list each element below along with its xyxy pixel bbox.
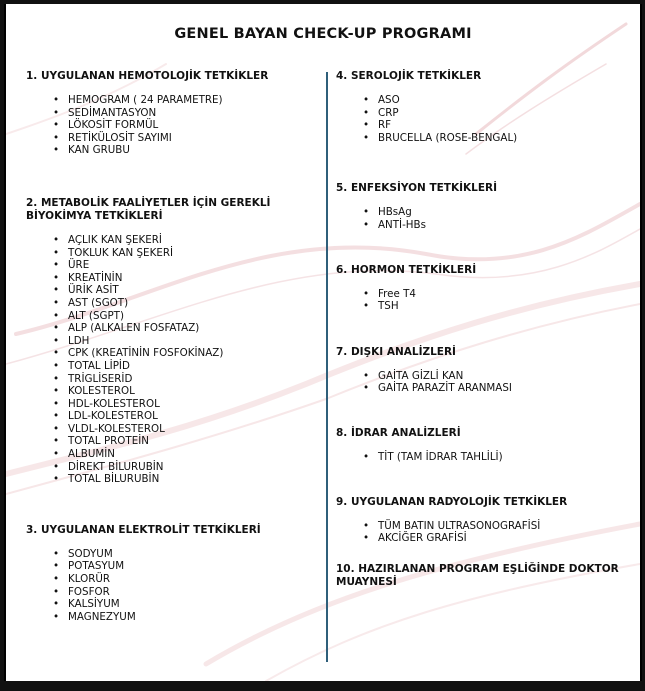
test-list (336, 451, 636, 464)
list-item: • HDL-KOLESTEROL (68, 398, 318, 411)
list-item: • HBsAg (378, 206, 636, 219)
list-item: • GAİTA PARAZİT ARANMASI (378, 382, 636, 395)
section-heading: 3. UYGULANAN ELEKTROLİT TETKİKLERİ (26, 523, 261, 536)
test-list (336, 206, 636, 231)
section-heading: 5. ENFEKSİYON TETKİKLERİ (336, 182, 497, 195)
test-list (336, 288, 636, 313)
section-stool (336, 346, 636, 395)
section-urine (336, 427, 636, 464)
test-list (26, 94, 318, 157)
list-item: • SEDİMANTASYON (68, 107, 318, 120)
section-heading: 7. DIŞKI ANALİZLERİ (336, 345, 456, 358)
list-item: • DİREKT BİLURUBİN (68, 461, 318, 474)
test-list (336, 370, 636, 395)
list-item: • KALSİYUM (68, 598, 318, 611)
section-infection (336, 182, 636, 231)
section-radiology (336, 496, 636, 545)
section-electrolytes (26, 524, 318, 624)
section-hormone (336, 264, 636, 313)
list-item: • ÜRİK ASİT (68, 284, 318, 297)
list-item: • AST (SGOT) (68, 297, 318, 310)
list-item: • ASO (378, 94, 636, 107)
test-list (26, 548, 318, 624)
list-item: • SODYUM (68, 548, 318, 561)
list-item: • LÖKOSİT FORMÜL (68, 119, 318, 132)
section-serology (336, 70, 636, 144)
list-item: • TOTAL PROTEİN (68, 435, 318, 448)
list-item: • ÜRE (68, 259, 318, 272)
test-list (26, 234, 318, 486)
list-item: • POTASYUM (68, 560, 318, 573)
list-item: • TRİGLİSERİD (68, 373, 318, 386)
section-hematology (26, 70, 318, 157)
section-biochemistry (26, 197, 318, 486)
list-item: • KREATİNİN (68, 272, 318, 285)
section-doctor-exam (336, 563, 636, 589)
list-item: • LDL-KOLESTEROL (68, 410, 318, 423)
list-item: • ALT (SGPT) (68, 310, 318, 323)
section-heading: 10. HAZIRLANAN PROGRAM EŞLİĞİNDE DOKTOR MUAYNESİ (336, 562, 619, 588)
document-page (4, 4, 642, 681)
section-heading: 8. İDRAR ANALİZLERİ (336, 426, 461, 439)
list-item: • TOKLUK KAN ŞEKERİ (68, 247, 318, 260)
list-item: • ALP (ALKALEN FOSFATAZ) (68, 322, 318, 335)
list-item: • TSH (378, 300, 636, 313)
list-item: • BRUCELLA (ROSE-BENGAL) (378, 132, 636, 145)
list-item: • ANTİ-HBs (378, 219, 636, 232)
section-heading: 6. HORMON TETKİKLERİ (336, 263, 477, 276)
section-heading: 1. UYGULANAN HEMOTOLOJİK TETKİKLER (26, 70, 269, 82)
list-item: • VLDL-KOLESTEROL (68, 423, 318, 436)
list-item: • HEMOGRAM ( 24 PARAMETRE) (68, 94, 318, 107)
list-item: • AKCİĞER GRAFİSİ (378, 532, 636, 545)
list-item: • KLORÜR (68, 573, 318, 586)
test-list (336, 94, 636, 144)
test-list (336, 520, 636, 545)
list-item: • GAİTA GİZLİ KAN (378, 370, 636, 383)
list-item: • KAN GRUBU (68, 144, 318, 157)
list-item: • AÇLIK KAN ŞEKERİ (68, 234, 318, 247)
list-item: • LDH (68, 335, 318, 348)
list-item: • KOLESTEROL (68, 385, 318, 398)
list-item: • RETİKÜLOSİT SAYIMI (68, 132, 318, 145)
list-item: • ALBUMİN (68, 448, 318, 461)
list-item: • Free T4 (378, 288, 636, 301)
section-heading: 4. SEROLOJİK TETKİKLER (336, 70, 482, 82)
list-item: • CPK (KREATİNİN FOSFOKİNAZ) (68, 347, 318, 360)
right-column (336, 70, 636, 589)
list-item: • MAGNEZYUM (68, 611, 318, 624)
list-item: • TOTAL LİPİD (68, 360, 318, 373)
list-item: • TİT (TAM İDRAR TAHLİLİ) (378, 451, 636, 464)
list-item: • TOTAL BİLURUBİN (68, 473, 318, 486)
list-item: • FOSFOR (68, 586, 318, 599)
column-divider (326, 72, 328, 662)
page-title: GENEL BAYAN CHECK-UP PROGRAMI (174, 26, 472, 42)
left-column (26, 70, 318, 623)
list-item: • RF (378, 119, 636, 132)
list-item: • TÜM BATIN ULTRASONOGRAFİSİ (378, 520, 636, 533)
section-heading: 2. METABOLİK FAALİYETLER İÇİN GEREKLİ BİYOKİMYA TETKİKLERİ (26, 196, 271, 222)
section-heading: 9. UYGULANAN RADYOLOJİK TETKİKLER (336, 495, 568, 508)
list-item: • CRP (378, 107, 636, 120)
